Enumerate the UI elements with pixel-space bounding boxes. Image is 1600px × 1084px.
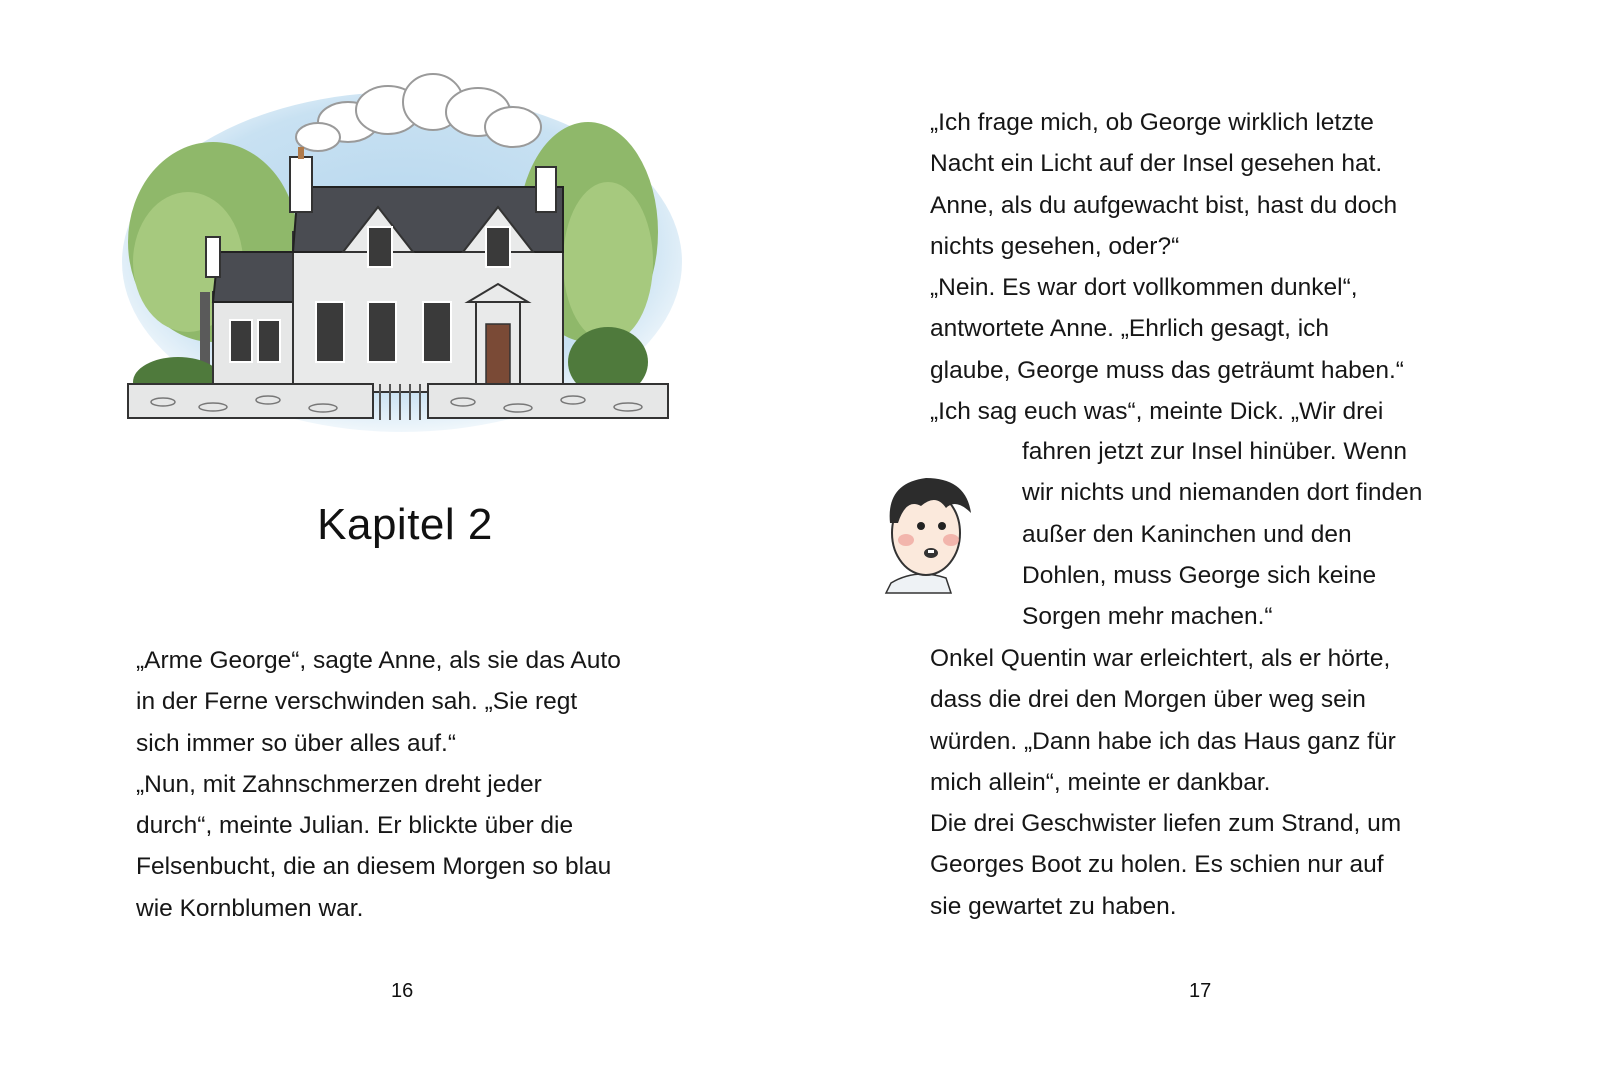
right-page xyxy=(800,0,1600,1084)
page-number: 17 xyxy=(1189,980,1212,1002)
text-line: „Arme George“, sagte Anne, als sie das Auto xyxy=(136,647,621,674)
text-line: wir nichts und niemanden dort finden xyxy=(1022,479,1423,507)
text-line: Sorgen mehr machen.“ xyxy=(1022,603,1273,631)
page-number: 16 xyxy=(391,980,414,1002)
chapter-title: Kapitel 2 xyxy=(317,500,493,549)
text-line: „Ich sag euch was“, meinte Dick. „Wir drei xyxy=(930,398,1384,426)
text-line: dass die drei den Morgen über weg sein xyxy=(930,686,1366,714)
text-line: nichts gesehen, oder?“ xyxy=(930,232,1180,260)
boy-portrait-illustration xyxy=(876,468,986,598)
left-body-text xyxy=(136,640,621,929)
text-line: sie gewartet zu haben. xyxy=(930,892,1177,920)
text-line: würden. „Dann habe ich das Haus ganz für xyxy=(930,727,1396,755)
text-line: sich immer so über alles auf.“ xyxy=(136,729,456,757)
text-line: Felsenbucht, die an diesem Morgen so blau xyxy=(136,853,612,881)
text-line: wie Kornblumen war. xyxy=(136,894,364,922)
right-body-text-top xyxy=(930,102,1404,432)
text-line: „Nein. Es war dort vollkommen dunkel“, xyxy=(930,274,1358,302)
text-line: außer den Kaninchen und den xyxy=(1022,520,1352,548)
text-line: Georges Boot zu holen. Es schien nur auf xyxy=(930,851,1384,879)
text-line: Dohlen, muss George sich keine xyxy=(1022,561,1377,589)
text-line: Anne, als du aufgewacht bist, hast du doch xyxy=(930,191,1398,219)
text-line: mich allein“, meinte er dankbar. xyxy=(930,768,1271,796)
text-line: Die drei Geschwister liefen zum Strand, um xyxy=(930,810,1402,838)
text-line: „Nun, mit Zahnschmerzen dreht jeder xyxy=(136,770,542,798)
right-body-text-indented xyxy=(1022,431,1422,637)
cottage-illustration xyxy=(118,62,686,442)
text-line: fahren jetzt zur Insel hinüber. Wenn xyxy=(1022,438,1407,465)
text-line: durch“, meinte Julian. Er blickte über die xyxy=(136,812,574,840)
right-body-text-bottom xyxy=(930,638,1401,927)
text-line: Onkel Quentin war erleichtert, als er hörte, xyxy=(930,645,1391,672)
text-line: in der Ferne verschwinden sah. „Sie regt xyxy=(136,688,578,716)
text-line: Nacht ein Licht auf der Insel gesehen hat. xyxy=(930,150,1383,178)
text-line: antwortete Anne. „Ehrlich gesagt, ich xyxy=(930,315,1330,343)
text-line: „Ich frage mich, ob George wirklich letzte xyxy=(930,109,1374,136)
text-line: glaube, George muss das geträumt haben.“ xyxy=(930,356,1404,384)
